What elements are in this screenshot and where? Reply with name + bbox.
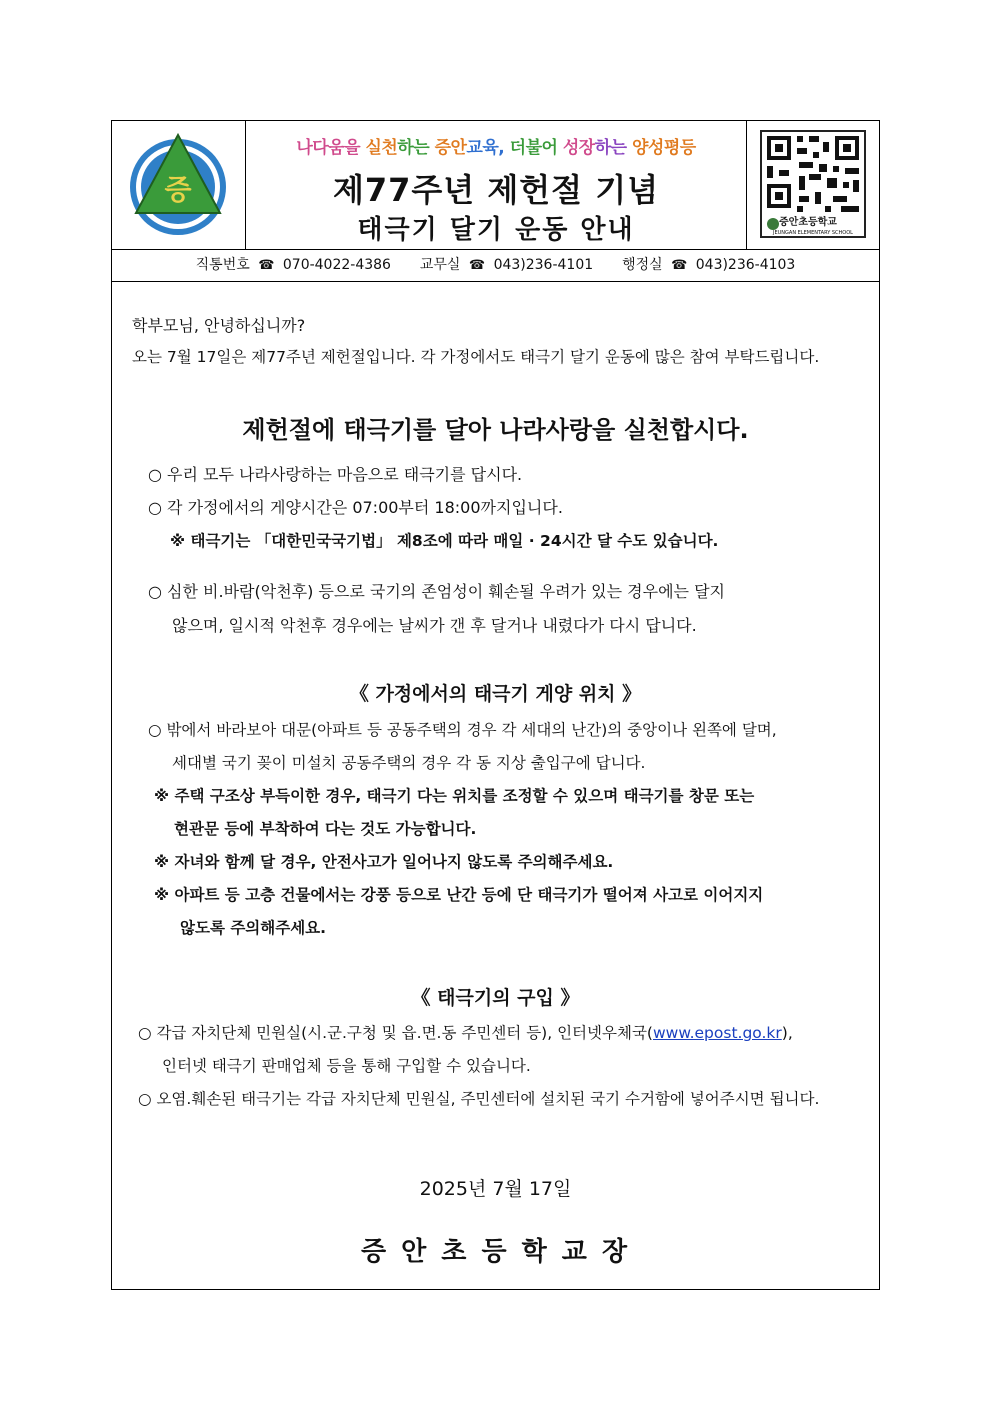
qr-code-icon [747, 121, 879, 249]
contact-number: 043)236-4101 [493, 257, 594, 273]
note: ※ 자녀와 함께 달 경우, 안전사고가 일어나지 않도록 주의해주세요. [154, 853, 614, 871]
page-title: 제77주년 제헌절 기념 [332, 171, 660, 209]
logo-cell [112, 121, 246, 249]
slogan-part: 성장 [562, 138, 595, 158]
epost-link[interactable]: www.epost.go.kr [652, 1024, 782, 1042]
slogan-part: 교육, [466, 138, 510, 158]
contact-label: 행정실 [622, 257, 663, 273]
slogan [246, 133, 746, 158]
phone-icon: ☎ [258, 258, 275, 273]
bullet [138, 1021, 793, 1043]
bullet: ○ 밖에서 바라보아 대문(아파트 등 공동주택의 경우 각 세대의 난간)의 중앙이나 왼쪽에 달며, [148, 721, 777, 739]
slogan-part: 증안 [434, 138, 467, 158]
qr-label: 증안초등학교 [779, 217, 837, 228]
contact-label: 직통번호 [195, 257, 250, 273]
headline: 제헌절에 태극기를 달아 나라사랑을 실천합시다. [242, 416, 749, 444]
section-heading: 《 가정에서의 태극기 게양 위치 》 [349, 683, 642, 705]
bullet-text: ○ 각급 자치단체 민원실(시.군.구청 및 읍.면.동 주민센터 등), 인터넷우체국( [138, 1024, 653, 1042]
phone-icon: ☎ [671, 258, 688, 273]
bullet: ○ 오염.훼손된 태극기는 각급 자치단체 민원실, 주민센터에 설치된 국기 수거함에 넣어주시면 됩니다. [138, 1090, 820, 1108]
note: ※ 주택 구조상 부득이한 경우, 태극기 다는 위치를 조정할 수 있으며 태극기를 창문 또는 [154, 787, 755, 805]
signature: 증 안 초 등 학 교 장 [360, 1237, 631, 1267]
slogan-part: 하는 [397, 138, 435, 158]
slogan-part: 더불어 [509, 138, 563, 158]
bullet: ○ 심한 비.바람(악천후) 등으로 국기의 존엄성이 훼손될 우려가 있는 경우에는 달지 [148, 582, 725, 601]
slogan-part: 하는 [594, 138, 632, 158]
section-heading: 《 태극기의 구입 》 [411, 987, 580, 1009]
greeting: 학부모님, 안녕하십니까? [132, 316, 306, 335]
bullet: ○ 우리 모두 나라사랑하는 마음으로 태극기를 답시다. [148, 465, 523, 484]
notice-frame [111, 120, 880, 1290]
contact-number: 070-4022-4386 [282, 257, 391, 273]
slogan-part: 실천 [365, 138, 398, 158]
contact-number: 043)236-4103 [695, 257, 796, 273]
note: ※ 태극기는 「대한민국국기법」 제8조에 따라 매일 · 24시간 달 수도 있습니다. [170, 532, 719, 550]
qr-cell [746, 121, 879, 249]
bullet-continuation: 않으며, 일시적 악천후 경우에는 날씨가 갠 후 달거나 내렸다가 다시 답니다. [172, 616, 697, 635]
page-subtitle: 태극기 달기 운동 안내 [357, 215, 635, 245]
logo-letter: 증 [164, 173, 192, 206]
school-logo-icon [112, 121, 245, 249]
qr-sublabel: JEUNGAN ELEMENTARY SCHOOL [773, 230, 853, 236]
intro-text: 오는 7월 17일은 제77주년 제헌절입니다. 각 가정에서도 태극기 달기 운동에 많은 참여 부탁드립니다. [132, 348, 820, 366]
slogan-part: 나다움을 [296, 138, 366, 158]
bullet: ○ 각 가정에서의 게양시간은 07:00부터 18:00까지입니다. [148, 498, 563, 517]
bullet-text: ), [781, 1024, 793, 1042]
note-continuation: 않도록 주의해주세요. [180, 919, 327, 937]
note-continuation: 현관문 등에 부착하여 다는 것도 가능합니다. [174, 820, 477, 838]
title-cell [246, 121, 746, 249]
notice-date: 2025년 7월 17일 [419, 1178, 572, 1200]
bullet-continuation: 인터넷 태극기 판매업체 등을 통해 구입할 수 있습니다. [162, 1057, 531, 1075]
slogan-part: 양성평등 [631, 138, 696, 158]
contact-row [112, 249, 879, 282]
header [112, 121, 879, 250]
bullet-continuation: 세대별 국기 꽂이 미설치 공동주택의 경우 각 동 지상 출입구에 답니다. [172, 754, 646, 772]
contact-label: 교무실 [419, 257, 461, 273]
note: ※ 아파트 등 고층 건물에서는 강풍 등으로 난간 등에 단 태극기가 떨어져 사고로 이어지지 [154, 886, 764, 904]
phone-icon: ☎ [468, 258, 486, 273]
